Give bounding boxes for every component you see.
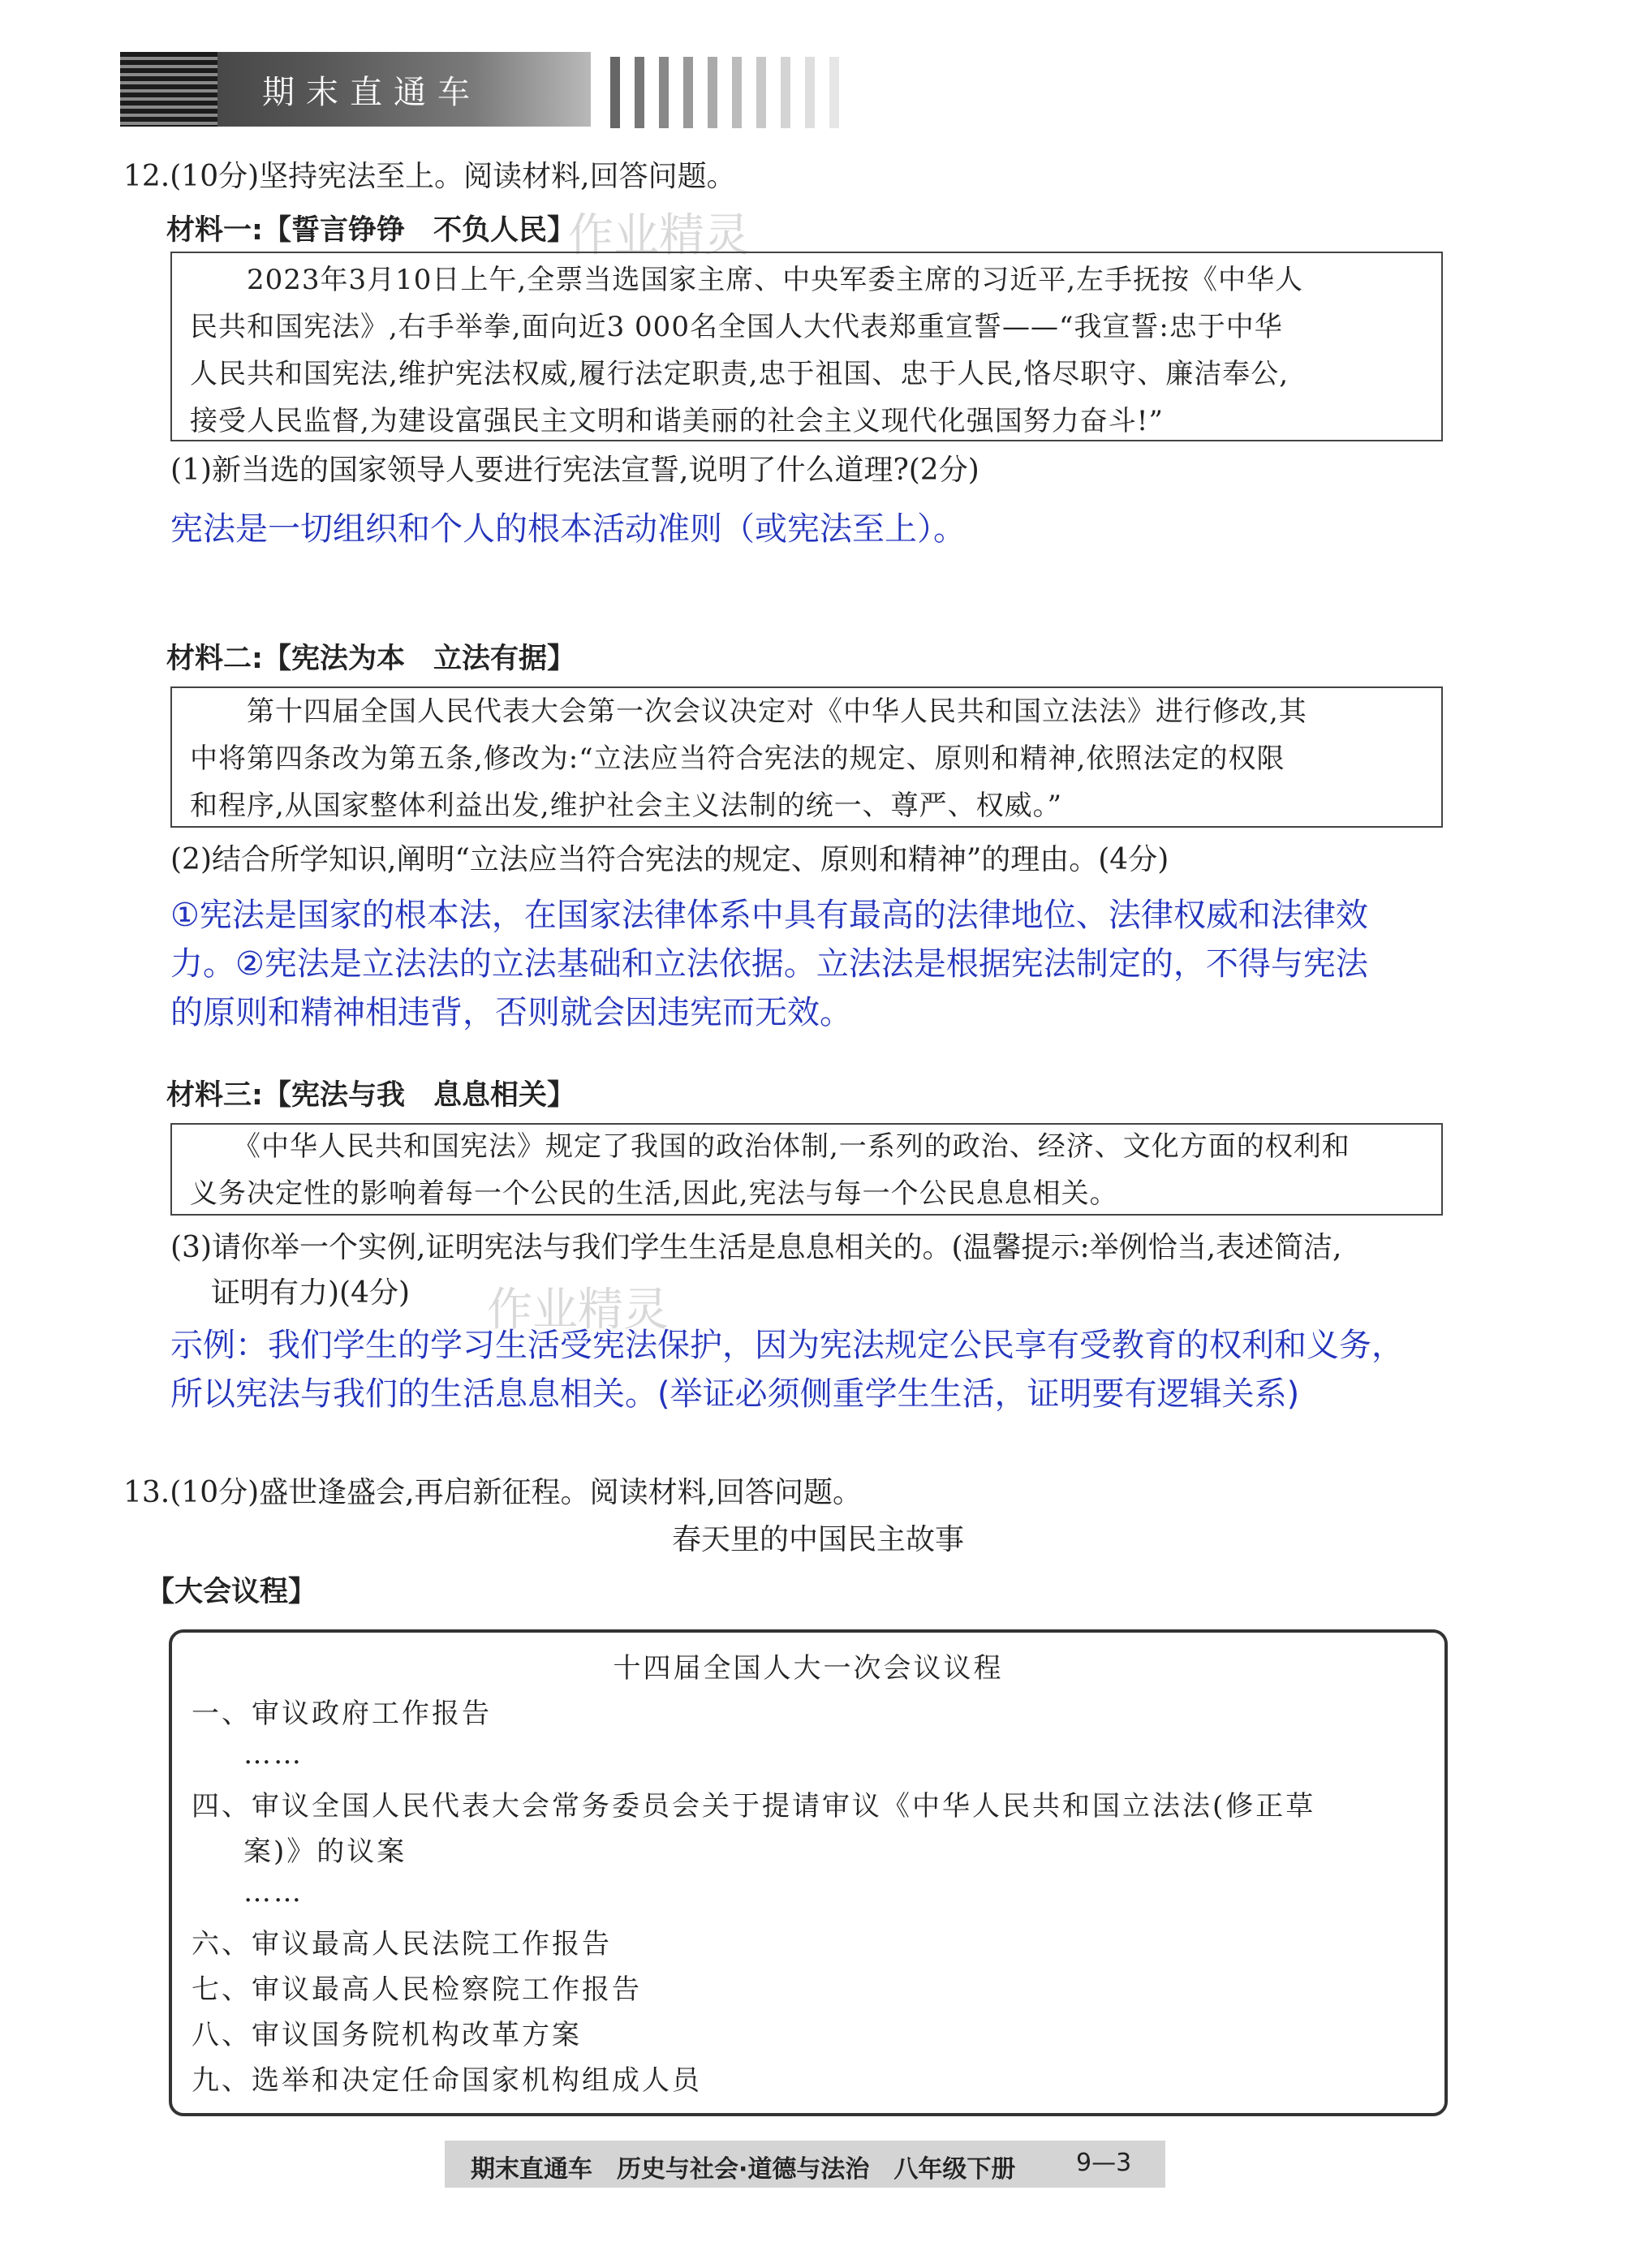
material-2-label: 材料二:【宪法为本 立法有据】 (166, 643, 575, 675)
page-number: 9—3 (1076, 2149, 1132, 2177)
material-1-label: 材料一:【誓言铮铮 不负人民】 (166, 214, 575, 247)
banner-stripes (120, 52, 217, 127)
agenda-item: 八、审议国务院机构改革方案 (192, 2019, 582, 2051)
material-1-text: 2023年3月10日上午,全票当选国家主席、中央军委主席的习近平,左手抚按《中华人 民共和国宪法》,右手举拳,面向近3 000名全国人大代表郑重宣誓——“我宣誓:忠于中华 人民共和国宪法,维护宪法权威,履行法定职责,忠于祖国、忠于人民,恪尽职守、廉洁奉公, 接受人民监督,为建设富强民主文明和谐美丽的社会主义现代化强国努力奋斗!” (190, 264, 1304, 437)
agenda-title: 十四届全国人大一次会议议程 (613, 1652, 1004, 1685)
header-title: 期末直通车 (262, 74, 481, 111)
agenda-box (169, 1629, 1448, 2116)
material-3-label: 材料三:【宪法与我 息息相关】 (166, 1079, 575, 1112)
q12-sub2-answer: ①宪法是国家的根本法，在国家法律体系中具有最高的法律地位、法律权威和法律效 力。②宪法是立法法的立法基础和立法依据。立法法是根据宪法制定的，不得与宪法 的原则和精神相违背，否则就会因违宪而无效。 (170, 897, 1368, 1031)
watermark-2: 作业精灵 (487, 1284, 669, 1336)
q12-sub3-answer: 示例：我们学生的学习生活受宪法保护，因为宪法规定公民享有受教育的权利和义务， 所以宪法与我们的生活息息相关。(举证必须侧重学生生活，证明要有逻辑关系) (170, 1327, 1404, 1413)
q13-stem: 13.(10分)盛世逢盛会,再启新征程。阅读材料,回答问题。 (123, 1476, 863, 1509)
agenda-item: 九、选举和决定任命国家机构组成人员 (192, 2064, 702, 2097)
agenda-item: 一、审议政府工作报告 (192, 1698, 492, 1730)
q12-sub1-question: (1)新当选的国家领导人要进行宪法宣誓,说明了什么道理?(2分) (170, 454, 979, 487)
header-banner (120, 52, 591, 127)
agenda-item: 七、审议最高人民检察院工作报告 (192, 1973, 642, 2006)
q12-stem: 12.(10分)坚持宪法至上。阅读材料,回答问题。 (123, 160, 736, 193)
q13-section-label: 【大会议程】 (146, 1576, 317, 1608)
agenda-item: 六、审议最高人民法院工作报告 (192, 1928, 612, 1960)
watermark: 作业精灵 (568, 209, 750, 262)
footer-text: 期末直通车 历史与社会·道德与法治 八年级下册 (471, 2155, 1016, 2184)
material-2-text: 第十四届全国人民代表大会第一次会议决定对《中华人民共和国立法法》进行修改,其 中将第四条改为第五条,修改为:“立法应当符合宪法的规定、原则和精神,依照法定的权限 和程序,从国家整体利益出发,维护社会主义法制的统一、尊严、权威。” (190, 695, 1307, 822)
q12-sub2-question: (2)结合所学知识,阐明“立法应当符合宪法的规定、原则和精神”的理由。(4分) (170, 843, 1169, 876)
agenda-item: 四、审议全国人民代表大会常务委员会关于提请审议《中华人民共和国立法法(修正草 (192, 1790, 1316, 1823)
agenda-ellipsis: …… (243, 1738, 304, 1771)
q12-sub3-question: (3)请你举一个实例,证明宪法与我们学生生活是息息相关的。(温馨提示:举例恰当,表述简洁, 证明有力)(4分) (170, 1231, 1342, 1310)
material-3-text: 《中华人民共和国宪法》规定了我国的政治体制,一系列的政治、经济、文化方面的权利和 义务决定性的影响着每一个公民的生活,因此,宪法与每一个公民息息相关。 (190, 1130, 1350, 1210)
material-3-box (170, 1123, 1443, 1216)
footer-bar (445, 2141, 1165, 2188)
q13-subtitle: 春天里的中国民主故事 (672, 1523, 965, 1556)
agenda-item: 案)》的议案 (243, 1835, 407, 1868)
agenda-list (192, 1691, 1315, 2103)
q12-sub1-answer: 宪法是一切组织和个人的根本活动准则（或宪法至上）。 (170, 510, 966, 548)
material-2-box (170, 686, 1443, 828)
agenda-ellipsis: …… (243, 1876, 304, 1909)
material-1-box (170, 252, 1443, 441)
